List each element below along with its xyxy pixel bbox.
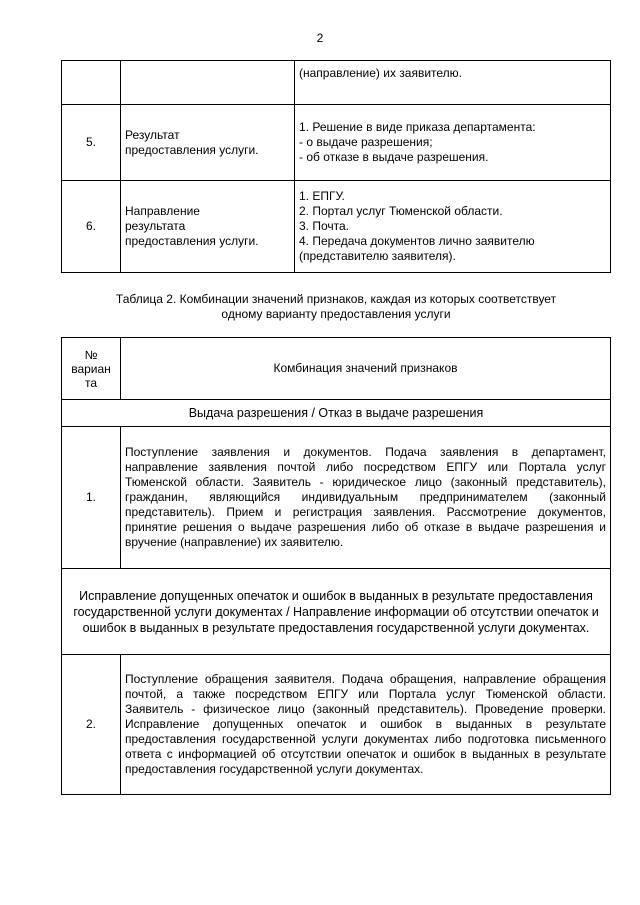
name-line: предоставления услуги. [125,234,259,248]
value-line: 2. Портал услуг Тюменской области. [299,204,503,218]
column-header-number [62,338,121,400]
section-heading: Выдача разрешения / Отказ в выдаче разрешения [62,400,611,427]
row-number [62,61,121,105]
value-line: - о выдаче разрешения; [299,135,433,149]
section-heading: Исправление допущенных опечаток и ошибок в выданных в результате предоставления государственной услуги документах / Направление информации об отсутствии опечаток и ошибок в выданных в результате предоставления государственной услуги документах. [62,569,611,655]
table-row [62,61,611,105]
variants-table [61,337,611,795]
value-line: 3. Почта. [299,219,349,233]
header-num-line: вариан [71,361,111,376]
value-line: (направление) их заявителю. [299,66,463,80]
variant-number: 2. [62,655,121,795]
value-line: (представителю заявителя). [299,249,456,263]
row-value [295,181,611,273]
value-line: 1. Решение в виде приказа департамента: [299,120,536,134]
header-num-line: та [84,375,98,390]
section-row [62,400,611,427]
name-line: результата [125,219,186,233]
name-line: Направление [125,204,200,218]
header-row [62,338,611,400]
table-row [62,655,611,795]
row-value [295,105,611,181]
name-line: Результат [125,127,180,142]
row-number: 5. [62,105,121,181]
caption-line: Таблица 2. Комбинации значений признаков, каждая из которых соответствует [115,292,557,306]
row-name [121,181,295,273]
value-line: 4. Передача документов лично заявителю [299,234,535,248]
service-info-table [61,60,611,273]
variant-description: Поступление заявления и документов. Подача заявления в департамент, направление заявления почтой либо посредством ЕПГУ или Портала услуг Тюменской области. Заявитель - юридическое лицо (законный представитель), гражданин, являющийся индивидуальным предпринимателем (законный представитель). Прием и регистрация заявления. Рассмотрение документов, принятие решения о выдаче разрешения либо об отказе в выдаче разрешения и вручение (направление) их заявителю. [121,427,611,569]
caption-line: одному варианту предоставления услуги [221,307,451,321]
header-num-line: № [84,347,98,362]
name-line: предоставления услуги. [125,142,259,157]
row-name [121,61,295,105]
section-row [62,569,611,655]
table-row [62,181,611,273]
table-row [62,427,611,569]
variant-number: 1. [62,427,121,569]
value-line: 1. ЕПГУ. [299,189,345,203]
column-header-title: Комбинация значений признаков [121,338,611,400]
value-line: - об отказе в выдаче разрешения. [299,150,489,164]
table-row [62,105,611,181]
variant-description: Поступление обращения заявителя. Подача обращения, направление обращения почтой, а также посредством ЕПГУ или Портала услуг Тюменской области. Заявитель - физическое лицо (законный представитель). Проведение проверки. Исправление допущенных опечаток и ошибок в выданных в результате предоставления государственной услуги документах либо подготовка письменного ответа с информацией об отсутствии опечаток и ошибок в выданных в результате предоставления государственной услуги документах. [121,655,611,795]
row-name [121,105,295,181]
table-caption [61,292,611,322]
row-number: 6. [62,181,121,273]
page-number: 2 [316,31,324,45]
row-value [295,61,611,105]
